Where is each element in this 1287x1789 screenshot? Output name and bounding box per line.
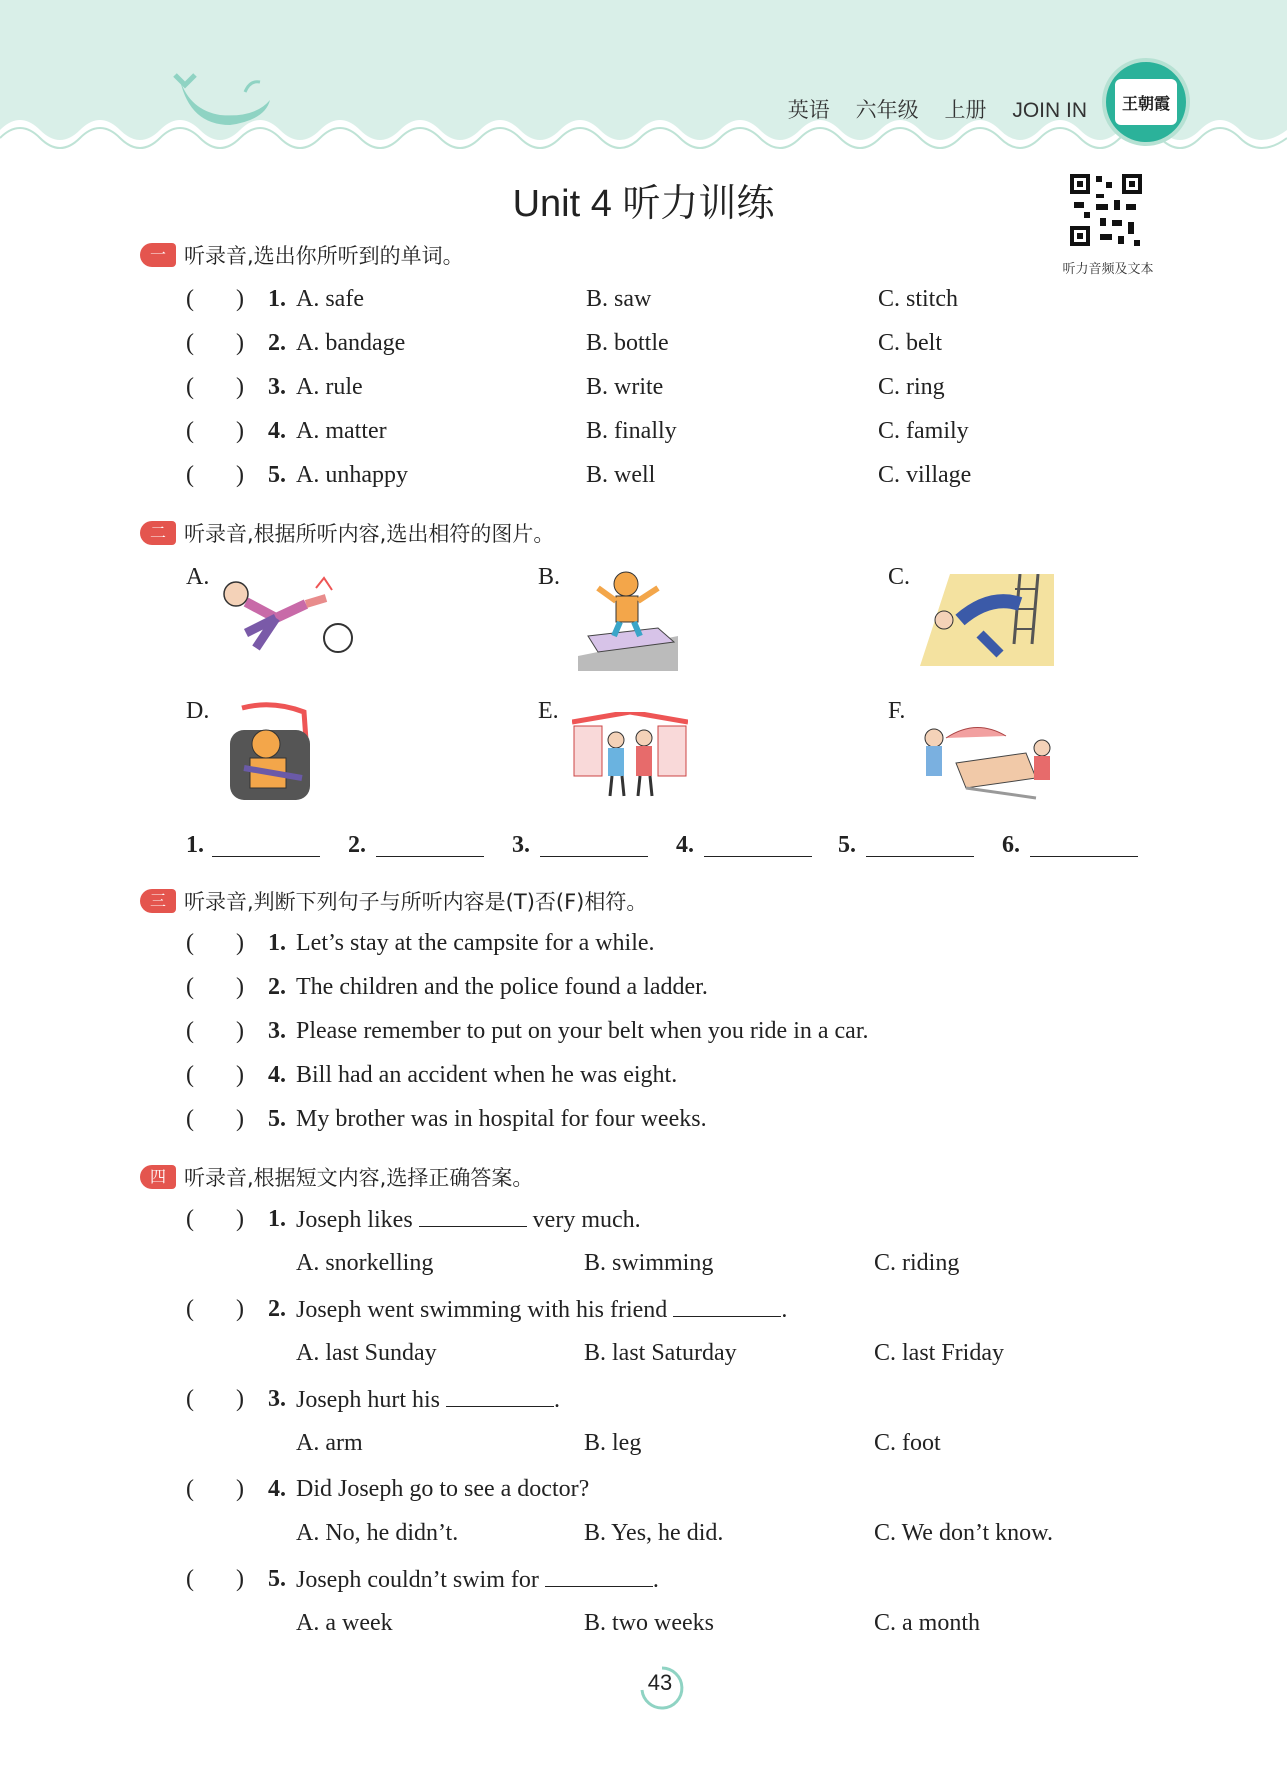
question-stem xyxy=(296,1386,560,1414)
section-3-heading xyxy=(140,886,647,916)
section-instruction: 听录音,根据所听内容,选出相符的图片。 xyxy=(184,522,555,546)
option-c: C. last Friday xyxy=(874,1340,1004,1366)
picture-label-a: A. xyxy=(186,564,210,590)
picture-label-d: D. xyxy=(186,698,210,724)
question-number: 2. xyxy=(268,330,286,356)
question-number: 3. xyxy=(268,1386,286,1412)
answer-bracket[interactable]: ( ) xyxy=(186,1062,244,1088)
section-instruction: 听录音,判断下列句子与所听内容是(T)否(F)相符。 xyxy=(184,890,648,914)
question-number: 4. xyxy=(268,418,286,444)
question-stem xyxy=(296,1206,641,1234)
option-b: B. two weeks xyxy=(584,1610,714,1636)
picture-e-children-street-icon xyxy=(572,712,688,798)
answer-bracket[interactable]: ( ) xyxy=(186,1206,244,1232)
section-number: 二 xyxy=(140,521,176,545)
option-b: B. Yes, he did. xyxy=(584,1520,724,1546)
option-a: A. No, he didn’t. xyxy=(296,1520,459,1546)
question-number: 2. xyxy=(268,1296,286,1322)
question-number: 5. xyxy=(268,1566,286,1592)
answer-bracket[interactable]: ( ) xyxy=(186,1018,244,1044)
option-c: C. village xyxy=(878,462,972,488)
question-stem-end: . xyxy=(781,1297,788,1323)
option-b: B. finally xyxy=(586,418,677,444)
option-a: A. arm xyxy=(296,1430,363,1456)
question-number: 5. xyxy=(268,462,286,488)
answer-bracket[interactable]: ( ) xyxy=(186,418,244,444)
picture-label-b: B. xyxy=(538,564,561,590)
option-a: A. a week xyxy=(296,1610,393,1636)
fill-blank[interactable] xyxy=(673,1296,781,1317)
answer-number: 5. xyxy=(838,832,856,858)
question-stem-start: Joseph couldn’t swim for xyxy=(296,1567,539,1593)
option-b: B. well xyxy=(586,462,656,488)
answer-bracket[interactable]: ( ) xyxy=(186,374,244,400)
section-instruction: 听录音,选出你所听到的单词。 xyxy=(184,244,464,268)
question-number: 4. xyxy=(268,1476,286,1502)
answer-bracket[interactable]: ( ) xyxy=(186,1296,244,1322)
picture-label-e: E. xyxy=(538,698,559,724)
answer-bracket[interactable]: ( ) xyxy=(186,1386,244,1412)
option-c: C. stitch xyxy=(878,286,959,312)
section-2-heading xyxy=(140,518,554,548)
question-number: 4. xyxy=(268,1062,286,1088)
option-b: B. swimming xyxy=(584,1250,714,1276)
page-title: Unit 4 听力训练 xyxy=(512,183,775,225)
question-number: 1. xyxy=(268,1206,286,1232)
question-stem-end: . xyxy=(554,1387,560,1413)
fill-blank[interactable] xyxy=(419,1206,527,1227)
question-number: 5. xyxy=(268,1106,286,1132)
question-stem-end: . xyxy=(652,1567,659,1593)
picture-label-f: F. xyxy=(888,698,906,724)
qr-code-icon[interactable] xyxy=(1066,170,1146,250)
question-number: 1. xyxy=(268,930,286,956)
answer-number: 4. xyxy=(676,832,694,858)
picture-d-tiger-car-seat-icon xyxy=(224,700,320,806)
picture-a-fall-icon xyxy=(216,568,356,668)
subject-label: 英语 xyxy=(787,99,830,122)
brand-name: 王朝霞 xyxy=(1115,79,1177,125)
option-a: A. bandage xyxy=(296,330,406,356)
brand-logo xyxy=(1102,58,1190,146)
answer-bracket[interactable]: ( ) xyxy=(186,974,244,1000)
answer-blank[interactable] xyxy=(376,836,484,857)
question-stem: Did Joseph go to see a doctor? xyxy=(296,1476,590,1502)
answer-number: 1. xyxy=(186,832,204,858)
section-number: 一 xyxy=(140,243,176,267)
answer-bracket[interactable]: ( ) xyxy=(186,1566,244,1592)
option-b: B. write xyxy=(586,374,664,400)
section-instruction: 听录音,根据短文内容,选择正确答案。 xyxy=(184,1166,534,1190)
section-number: 三 xyxy=(140,889,176,913)
answer-blank[interactable] xyxy=(212,836,320,857)
option-c: C. We don’t know. xyxy=(874,1520,1053,1546)
question-stem-start: Joseph likes xyxy=(296,1207,413,1233)
question-stem xyxy=(296,1296,787,1324)
statement-text: My brother was in hospital for four weeks. xyxy=(296,1106,707,1132)
option-b: B. last Saturday xyxy=(584,1340,737,1366)
question-number: 1. xyxy=(268,286,286,312)
option-c: C. belt xyxy=(878,330,942,356)
answer-blank[interactable] xyxy=(1030,836,1138,857)
answer-bracket[interactable]: ( ) xyxy=(186,286,244,312)
option-b: B. saw xyxy=(586,286,652,312)
statement-text: Let’s stay at the campsite for a while. xyxy=(296,930,655,956)
option-c: C. riding xyxy=(874,1250,960,1276)
question-stem-start: Joseph went swimming with his friend xyxy=(296,1297,668,1323)
question-number: 2. xyxy=(268,974,286,1000)
option-a: A. unhappy xyxy=(296,462,408,488)
header-info xyxy=(768,94,1087,124)
answer-bracket[interactable]: ( ) xyxy=(186,930,244,956)
answer-bracket[interactable]: ( ) xyxy=(186,330,244,356)
picture-f-beach-icon xyxy=(916,708,1058,800)
option-b: B. bottle xyxy=(586,330,669,356)
answer-bracket[interactable]: ( ) xyxy=(186,1476,244,1502)
section-number: 四 xyxy=(140,1165,176,1189)
answer-number: 2. xyxy=(348,832,366,858)
answer-bracket[interactable]: ( ) xyxy=(186,462,244,488)
option-a: A. rule xyxy=(296,374,363,400)
picture-b-tiger-skateboard-icon xyxy=(578,566,678,671)
option-c: C. a month xyxy=(874,1610,980,1636)
option-a: A. last Sunday xyxy=(296,1340,437,1366)
fill-blank[interactable] xyxy=(545,1566,653,1587)
answer-number: 6. xyxy=(1002,832,1020,858)
section-1-heading xyxy=(140,240,464,270)
statement-text: Please remember to put on your belt when you ride in a car. xyxy=(296,1018,869,1044)
option-a: A. matter xyxy=(296,418,387,444)
question-stem-start: Joseph hurt his xyxy=(296,1387,440,1413)
answer-bracket[interactable]: ( ) xyxy=(186,1106,244,1132)
whale-icon xyxy=(170,70,280,130)
answer-blank[interactable] xyxy=(540,836,648,857)
page-header xyxy=(0,0,1287,150)
volume-label: 上册 xyxy=(944,99,987,122)
question-stem-end: very much. xyxy=(532,1207,641,1233)
answer-blank[interactable] xyxy=(704,836,812,857)
series-label: JOIN IN xyxy=(1012,99,1087,122)
answer-blank[interactable] xyxy=(866,836,974,857)
page-number: 43 xyxy=(647,1670,673,1695)
answer-number: 3. xyxy=(512,832,530,858)
picture-c-ladder-icon xyxy=(920,574,1054,666)
option-c: C. family xyxy=(878,418,969,444)
question-number: 3. xyxy=(268,374,286,400)
option-a: A. snorkelling xyxy=(296,1250,434,1276)
option-b: B. leg xyxy=(584,1430,642,1456)
picture-label-c: C. xyxy=(888,564,911,590)
option-c: C. ring xyxy=(878,374,945,400)
question-stem xyxy=(296,1566,659,1594)
option-a: A. safe xyxy=(296,286,364,312)
section-4-heading xyxy=(140,1162,533,1192)
statement-text: The children and the police found a ladder. xyxy=(296,974,708,1000)
grade-label: 六年级 xyxy=(855,99,919,122)
statement-text: Bill had an accident when he was eight. xyxy=(296,1062,678,1088)
qr-caption: 听力音频及文本 xyxy=(1062,262,1154,277)
fill-blank[interactable] xyxy=(446,1386,554,1407)
option-c: C. foot xyxy=(874,1430,941,1456)
question-number: 3. xyxy=(268,1018,286,1044)
